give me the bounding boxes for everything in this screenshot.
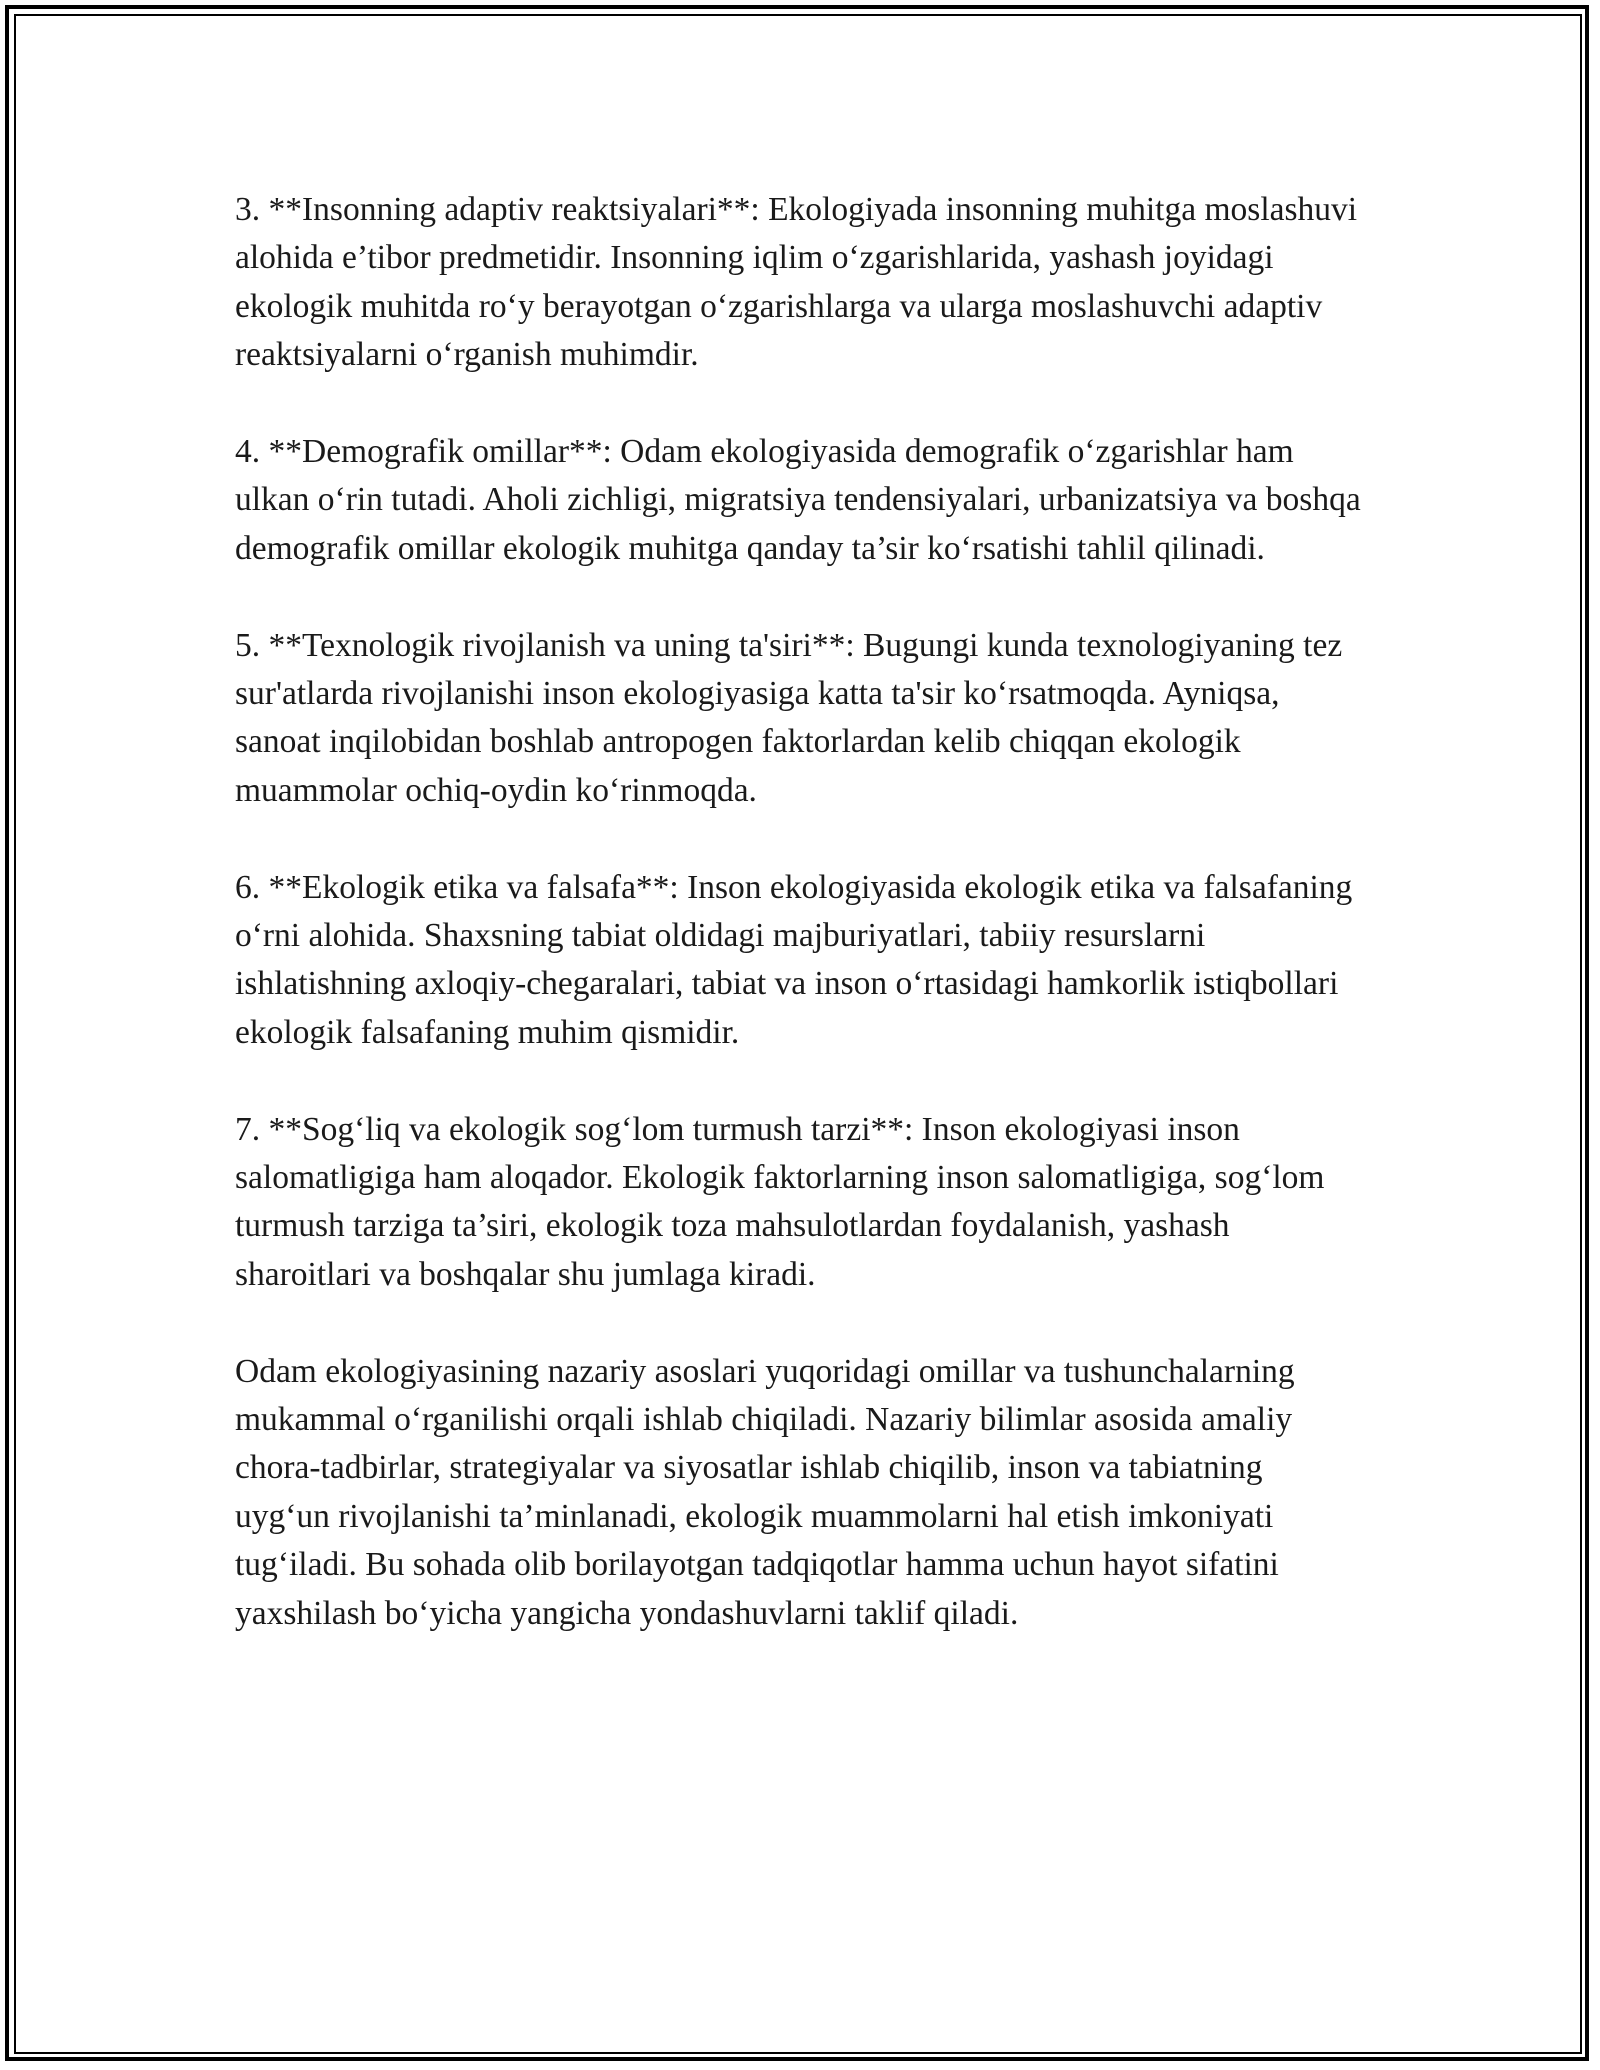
paragraph-conclusion: Odam ekologiyasining nazariy asoslari yuqoridagi omillar va tushunchalarning mukammal o‘rganilishi orqali ishlab chiqiladi. Nazariy bilimlar asosida amaliy chora-tadbirlar, strategiyalar va siyosatlar ishlab chiqilib, inson va tabiatning uyg‘un rivojlanishi ta’minlanadi, ekologik muammolarni hal etish imkoniyati tug‘iladi. Bu sohada olib borilayotgan tadqiqotlar hamma uchun hayot sifatini yaxshilash bo‘yicha yangicha yondashuvlarni taklif qiladi. xyxy=(235,1352,1295,1632)
paragraph-technological-development: 5. **Texnologik rivojlanish va uning ta'siri**: Bugungi kunda texnologiyaning tez sur'atlarda rivojlanishi inson ekologiyasiga katta ta'sir ko‘rsatmoqda. Ayniqsa, sanoat inqilobidan boshlab antropogen faktorlardan kelib chiqqan ekologik muammolar ochiq-oydin ko‘rinmoqda. xyxy=(235,626,1343,809)
document-body xyxy=(235,186,1365,1638)
paragraph-health-lifestyle: 7. **Sog‘liq va ekologik sog‘lom turmush tarzi**: Inson ekologiyasi inson salomatligiga ham aloqador. Ekologik faktorlarning inson salomatligiga, sog‘lom turmush tarziga ta’siri, ekologik toza mahsulotlardan foydalanish, yashash sharoitlari va boshqalar shu jumlaga kiradi. xyxy=(235,1110,1325,1293)
paragraph-demographic-factors: 4. **Demografik omillar**: Odam ekologiyasida demografik o‘zgarishlar ham ulkan o‘rin tutadi. Aholi zichligi, migratsiya tendensiyalari, urbanizatsiya va boshqa demografik omillar ekologik muhitga qanday ta’sir ko‘rsatishi tahlil qilinadi. xyxy=(235,433,1361,567)
paragraph-adaptive-reactions: 3. **Insonning adaptiv reaktsiyalari**: Ekologiyada insonning muhitga moslashuvi alohida e’tibor predmetidir. Insonning iqlim o‘zgarishlarida, yashash joyidagi ekologik muhitda ro‘y berayotgan o‘zgarishlarga va ularga moslashuvchi adaptiv reaktsiyalarni o‘rganish muhimdir. xyxy=(235,191,1358,374)
paragraph-ecological-ethics: 6. **Ekologik etika va falsafa**: Inson ekologiyasida ekologik etika va falsafaning o‘rni alohida. Shaxsning tabiat oldidagi majburiyatlari, tabiiy resurslarni ishlatishning axloqiy-chegaralari, tabiat va inson o‘rtasidagi hamkorlik istiqbollari ekologik falsafaning muhim qismidir. xyxy=(235,868,1353,1051)
